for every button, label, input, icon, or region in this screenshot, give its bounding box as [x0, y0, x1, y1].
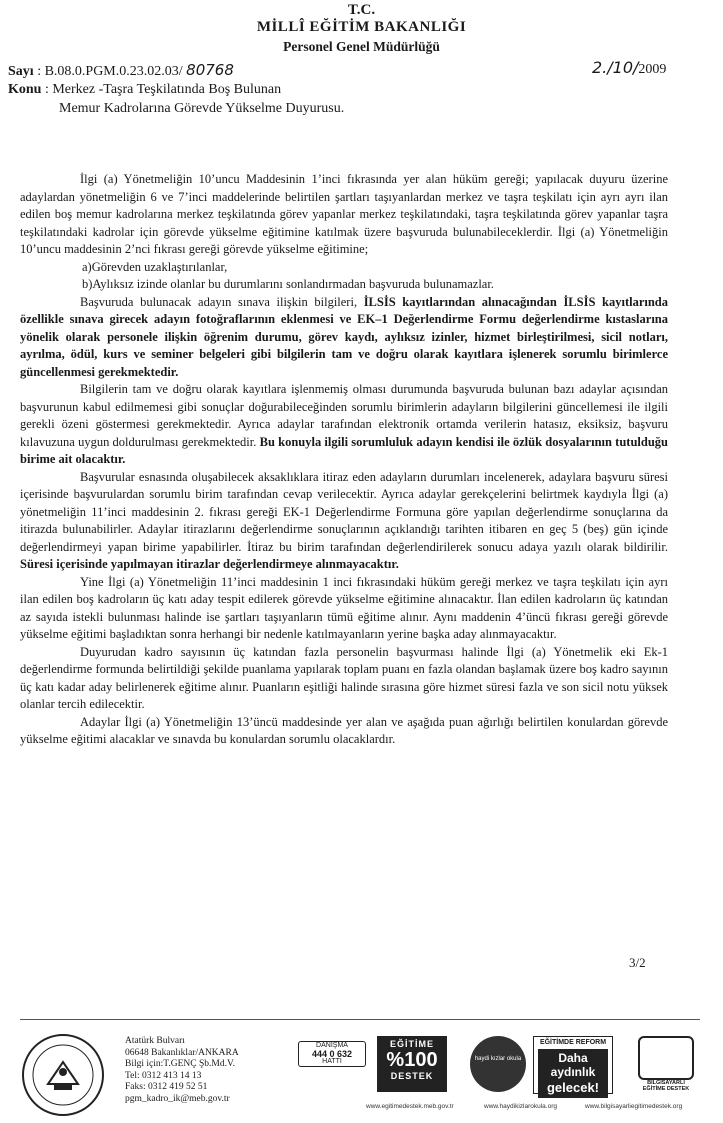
paragraph-3-bold: Bu konuyla ilgili sorumluluk adayın kendisi ile özlük dosyalarının tutulduğu birime ait olacaktır. [20, 434, 668, 466]
footer-divider [20, 1019, 700, 1020]
document-body [20, 171, 668, 749]
address-line: 06648 Bakanlıklar/ANKARA [125, 1047, 239, 1058]
paragraph-1-item-a: a)Görevden uzaklaştırılanlar, [82, 259, 228, 274]
paragraph-4-plain: Başvurular esnasında oluşabilecek aksaklıklara itiraz eden adayların durumları incelenerek, adaylara başvuru süresi içerisinde başvurulardan sorumlu birim tarafından cevap verilecektir. Ayrıca adaylar gerekçelerini belirtmek kaydıyla İlgi (a) yönetmeliğin 11’inci maddesinin 2. fıkrası gereği EK-1 Değerlendirme Formuna göre yapılan değerlendirme sonuçlarına da itirazda bulunabilirler. Adaylar itirazlarını değerlendirme sonuçlarının açıklandığı tarihten itibaren en geç 5 (beş) gün içinde değerlendirmeyi yapan birime yapabilirler. İtiraz bu birim tarafından değerlendirilerek sonucu adaya yazılı olarak bildirilir. [20, 469, 668, 554]
header-tc: T.C. [347, 2, 376, 18]
danisma-sub: HATTI [322, 1058, 342, 1065]
paragraph-2 [20, 294, 668, 382]
paragraph-2-bold: İLSİS kayıtlarından alınacağından İLSİS kayıtlarında özellikle sınava girecek adayın fotoğraflarının eklenmesi ve EK–1 Değerlendirme Formu değerlendirme kıstaslarına yönelik olarak personele ilişkin öğrenim durumu, görev kaydı, aylıksız izinler, hizmet birleştirilmesi, sicil notları, ayrılma, ödül, kurs ve seminer belgeleri gibi bilgilerin tam ve doğru olarak kayıtlara işlenerek sorumlu birimlerce güncellenmesi gerekmektedir. [20, 294, 668, 379]
paragraph-3-plain: Bilgilerin tam ve doğru olarak kayıtlara işlenmemiş olması durumunda başvuruda bulunan bazı adaylar açısından başvurunun kabul edilmemesi gibi sonuçlar doğurabileceğinden sorumlu birimlerin adayların bilgilerini güncellemesi ile ilgili gerekli özeni göstermesi gerekmektedir. Ayrıca adaylar tarafından elektronik ortamda verilerin hatasız, eksiksiz, başvuru kılavuzuna uygun doldurulması gerekmektedir. [20, 382, 668, 449]
circle-logo-text: haydi kızlar okula [474, 1056, 522, 1062]
egitime-percent: %100 [386, 1049, 438, 1071]
paragraph-4-bold: Süresi içerisinde yapılmayan itirazlar değerlendirmeye alınmayacaktır. [20, 557, 399, 571]
address-line: Bilgi için:T.GENÇ Şb.Md.V. [125, 1059, 235, 1069]
konu-line1: : Merkez -Taşra Teşkilatında Boş Bulunan [44, 82, 282, 97]
header-directorate: Personel Genel Müdürlüğü [283, 39, 440, 54]
url-link[interactable]: www.bilgisayarliegitimedestek.org [585, 1103, 683, 1110]
egitimde-reform-badge [533, 1036, 613, 1094]
konu-label: Konu [8, 82, 42, 97]
paragraph-3 [20, 381, 668, 469]
address-line: Tel: 0312 413 14 13 [125, 1070, 202, 1081]
bilgi-caption: BİLGİSAYARLI EĞİTİME DESTEK [642, 1080, 690, 1092]
sayi-handwritten: 80768 [186, 61, 234, 79]
sayi-label: Sayı [8, 64, 34, 79]
computer-icon [638, 1036, 694, 1080]
bilgisayar-destek-badge [638, 1036, 694, 1092]
danisma-label: DANIŞMA [316, 1042, 348, 1049]
konu-line2: Memur Kadrolarına Görevde Yükselme Duyurusu. [59, 101, 345, 116]
paragraph-7: Adaylar İlgi (a) Yönetmeliğin 13’üncü maddesinde yer alan ve aşağıda puan ağırlığı belirtilen konulardan görevde yükselme eğitimi alacaklar ve sınavda bu konulardan sorumlu olacaklardır. [20, 714, 668, 746]
footer-address [125, 1036, 239, 1105]
header-ministry: MİLLÎ EĞİTİM BAKANLIĞI [256, 19, 467, 35]
reference-number [8, 61, 234, 80]
ministry-logo-icon [20, 1032, 106, 1118]
paragraph-5: Yine İlgi (a) Yönetmeliğin 11’inci maddesinin 1 inci fıkrasındaki hüküm gereği merkez ve taşra teşkilatı için ayrı ilan edilen boş kadroların üç katı aday tespit edilerek görevde yükselme eğitimine alınacaktır. İlan edilen kadroların üç katından az sayıda istekli bulunması halinde ise şartları taşıyanların tümü eğitime alınır. Aynı maddenin 4’üncü fıkrası gereği görevde yükselme eğitimi başladıktan sonra herhangi bir nedenle katılmayanların yerine başka aday alınmayacaktır. [20, 574, 668, 641]
url-link[interactable]: www.haydikizlarokula.org [484, 1103, 557, 1110]
danisma-hatti-badge [298, 1041, 366, 1067]
address-email: pgm_kadro_ik@meb.gov.tr [125, 1093, 230, 1104]
sayi-value: : B.08.0.PGM.0.23.02.03/ [37, 64, 183, 79]
paragraph-2-plain: Başvuruda bulunacak adayın sınava ilişkin bilgileri, [80, 294, 364, 309]
paragraph-4 [20, 469, 668, 574]
haydi-kizlar-okula-logo-icon [470, 1036, 526, 1092]
egitime-bottom: DESTEK [390, 1071, 434, 1081]
danisma-number: 444 0 632 [311, 1049, 353, 1059]
address-line: Faks: 0312 419 52 51 [125, 1082, 208, 1092]
paragraph-1: İlgi (a) Yönetmeliğin 10’uncu Maddesinin 1’inci fıkrasında yer alan hüküm gereği; yapılacak duyuru üzerine adaylardan yönetmeliğin 6 ve 7’inci maddelerinde belirtilen şartları taşıyanlardan merkez ve taşra teşkilatı için ayrı ayrı ilan edilen boş memur kadrolarına merkez teşkilatında görev yapanlar merkez teşkilatındaki, taşra teşkilatında görev yapanlar taşra teşkilatındaki kadrolar için görevde yükselme eğitimine katılmak üzere başvuruda bulunabileceklerdir. İlgi (a) Yönetmeliğin 10’uncu maddesinin 2’nci fıkrası gereği görevde yükselme eğitimine; [20, 172, 668, 256]
address-line: Atatürk Bulvarı [125, 1036, 185, 1046]
subject [8, 80, 344, 118]
paragraph-6: Duyurudan kadro sayısının üç katından fazla personelin başvurması halinde İlgi (a) Yönetmelik eki Ek-1 değerlendirme formunda belirtildiği şekilde puanlama yapılarak toplam puanı en fazla olandan başlamak üzere boş kadro sayının üç katı kadar aday belirlenerek eğitime alınır. Puanların eşitliği halinde sırasına göre hizmet süresi fazla ve son sicil notu yüksek olanlar tercih edilecektir. [20, 644, 668, 711]
reform-top: EĞİTİMDE REFORM [539, 1039, 607, 1046]
reform-bot: gelecek! [538, 1081, 608, 1098]
page-number: 3/2 [629, 955, 646, 970]
reform-mid: Daha aydınlık [538, 1049, 608, 1081]
paragraph-1-item-b: b)Aylıksız izinde olanlar bu durumlarını sonlandırmadan başvuruda bulunamazlar. [82, 277, 494, 291]
url-link[interactable]: www.egitimedestek.meb.gov.tr [366, 1103, 454, 1110]
date-year: 2009 [638, 62, 667, 77]
date-handwritten: 2./10/ [592, 58, 639, 77]
document-date [592, 58, 666, 78]
egitime-destek-badge [377, 1036, 447, 1092]
egitime-top: EĞİTİME [389, 1039, 434, 1049]
